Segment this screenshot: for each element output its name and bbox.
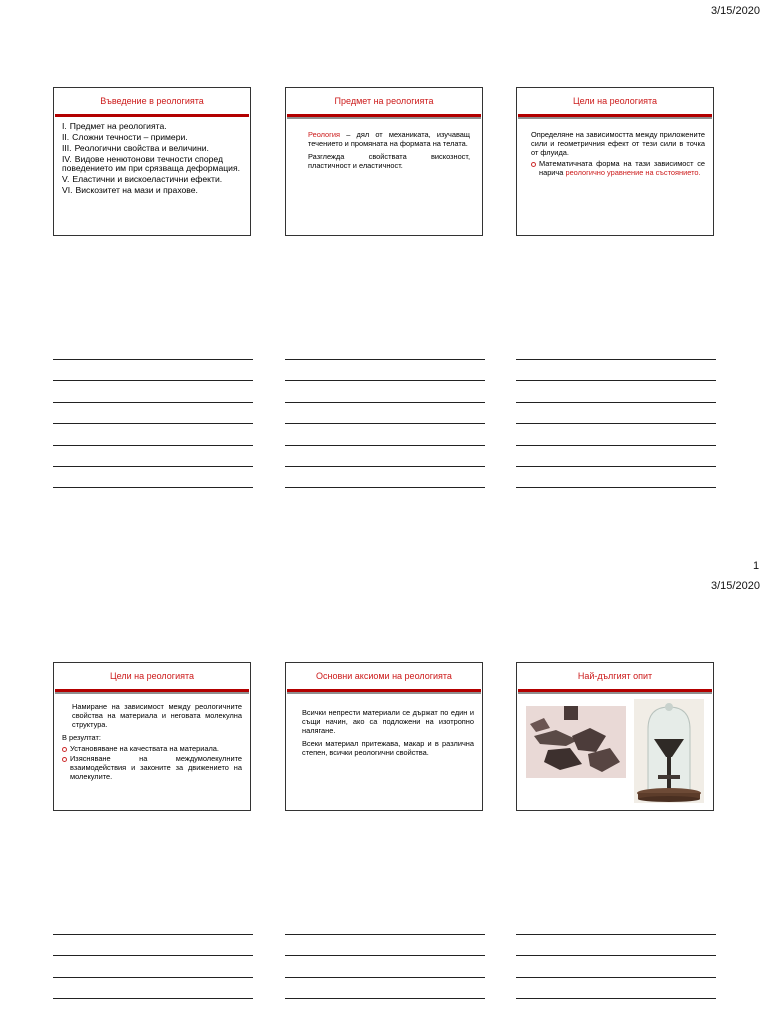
list-item: V. Еластични и вискоеластични ефекти. [62, 174, 223, 184]
slide-longest-experiment [516, 662, 714, 811]
title-subrule [518, 692, 712, 694]
body-text: Определяне на зависимостта между приложените сили и геометричния ефект от тези сили в точка от флуида. [531, 130, 705, 157]
slide-title: Основни аксиоми на реологията [316, 671, 452, 681]
slide-title: Предмет на реологията [334, 96, 434, 106]
note-lines [285, 359, 485, 509]
list-item: VI. Вискозитет на мази и прахове. [62, 185, 198, 195]
slide-goals [516, 87, 714, 236]
definition-text: Реология – дял от механиката, изучаващ течението и промяната на формата на телата. [308, 130, 470, 148]
page-number: 1 [753, 560, 760, 572]
outline-list [62, 122, 242, 195]
pitch-fragments-image [526, 706, 626, 778]
body-text: Всички непрести материали се държат по един и същи начин, ако са подложени на изотропно налягане. [302, 708, 474, 735]
note-lines [285, 934, 485, 1020]
page-date: 3/15/2020 [711, 5, 760, 17]
body-text: Разглежда свойствата вискозност, пластичност и еластичност. [308, 152, 470, 170]
slide-axioms [285, 662, 483, 811]
slide-title: Въведение в реологията [100, 96, 204, 106]
list-item: I. Предмет на реологията. [62, 121, 167, 131]
bullet-item: Математичната форма на тази зависимост се нарича реологично уравнение на състоянието. [531, 159, 705, 177]
slide-title: Най-дългият опит [577, 671, 653, 681]
list-item: III. Реологични свойства и величини. [62, 143, 209, 153]
pitch-drop-apparatus-image [634, 699, 704, 803]
body-text: Намиране на зависимост между реологичните свойства на материала и неговата молекулна структура. [72, 702, 242, 729]
slide-goals-2 [53, 662, 251, 811]
note-lines [516, 359, 716, 509]
page-date: 3/15/2020 [711, 580, 760, 592]
note-lines [53, 934, 253, 1020]
bullet-item: Установяване на качествата на материала. [62, 744, 242, 753]
body-text: Всеки материал притежава, макар и в различна степен, всички реологични свойства. [302, 739, 474, 757]
result-label: В резултат: [62, 733, 101, 742]
slide-introduction [53, 87, 251, 236]
note-lines [516, 934, 716, 1020]
bullet-item: Изясняване на междумолекулните взаимодействия и законите за движението на молекулите. [62, 754, 242, 781]
slide-subject [285, 87, 483, 236]
list-item: II. Сложни течности – примери. [62, 132, 188, 142]
slide-title: Цели на реологията [572, 96, 657, 106]
slide-title: Цели на реологията [109, 671, 194, 681]
note-lines [53, 359, 253, 509]
list-item: IV. Видове ненютонови течности според поведението им при срязваща деформация. [62, 154, 240, 173]
